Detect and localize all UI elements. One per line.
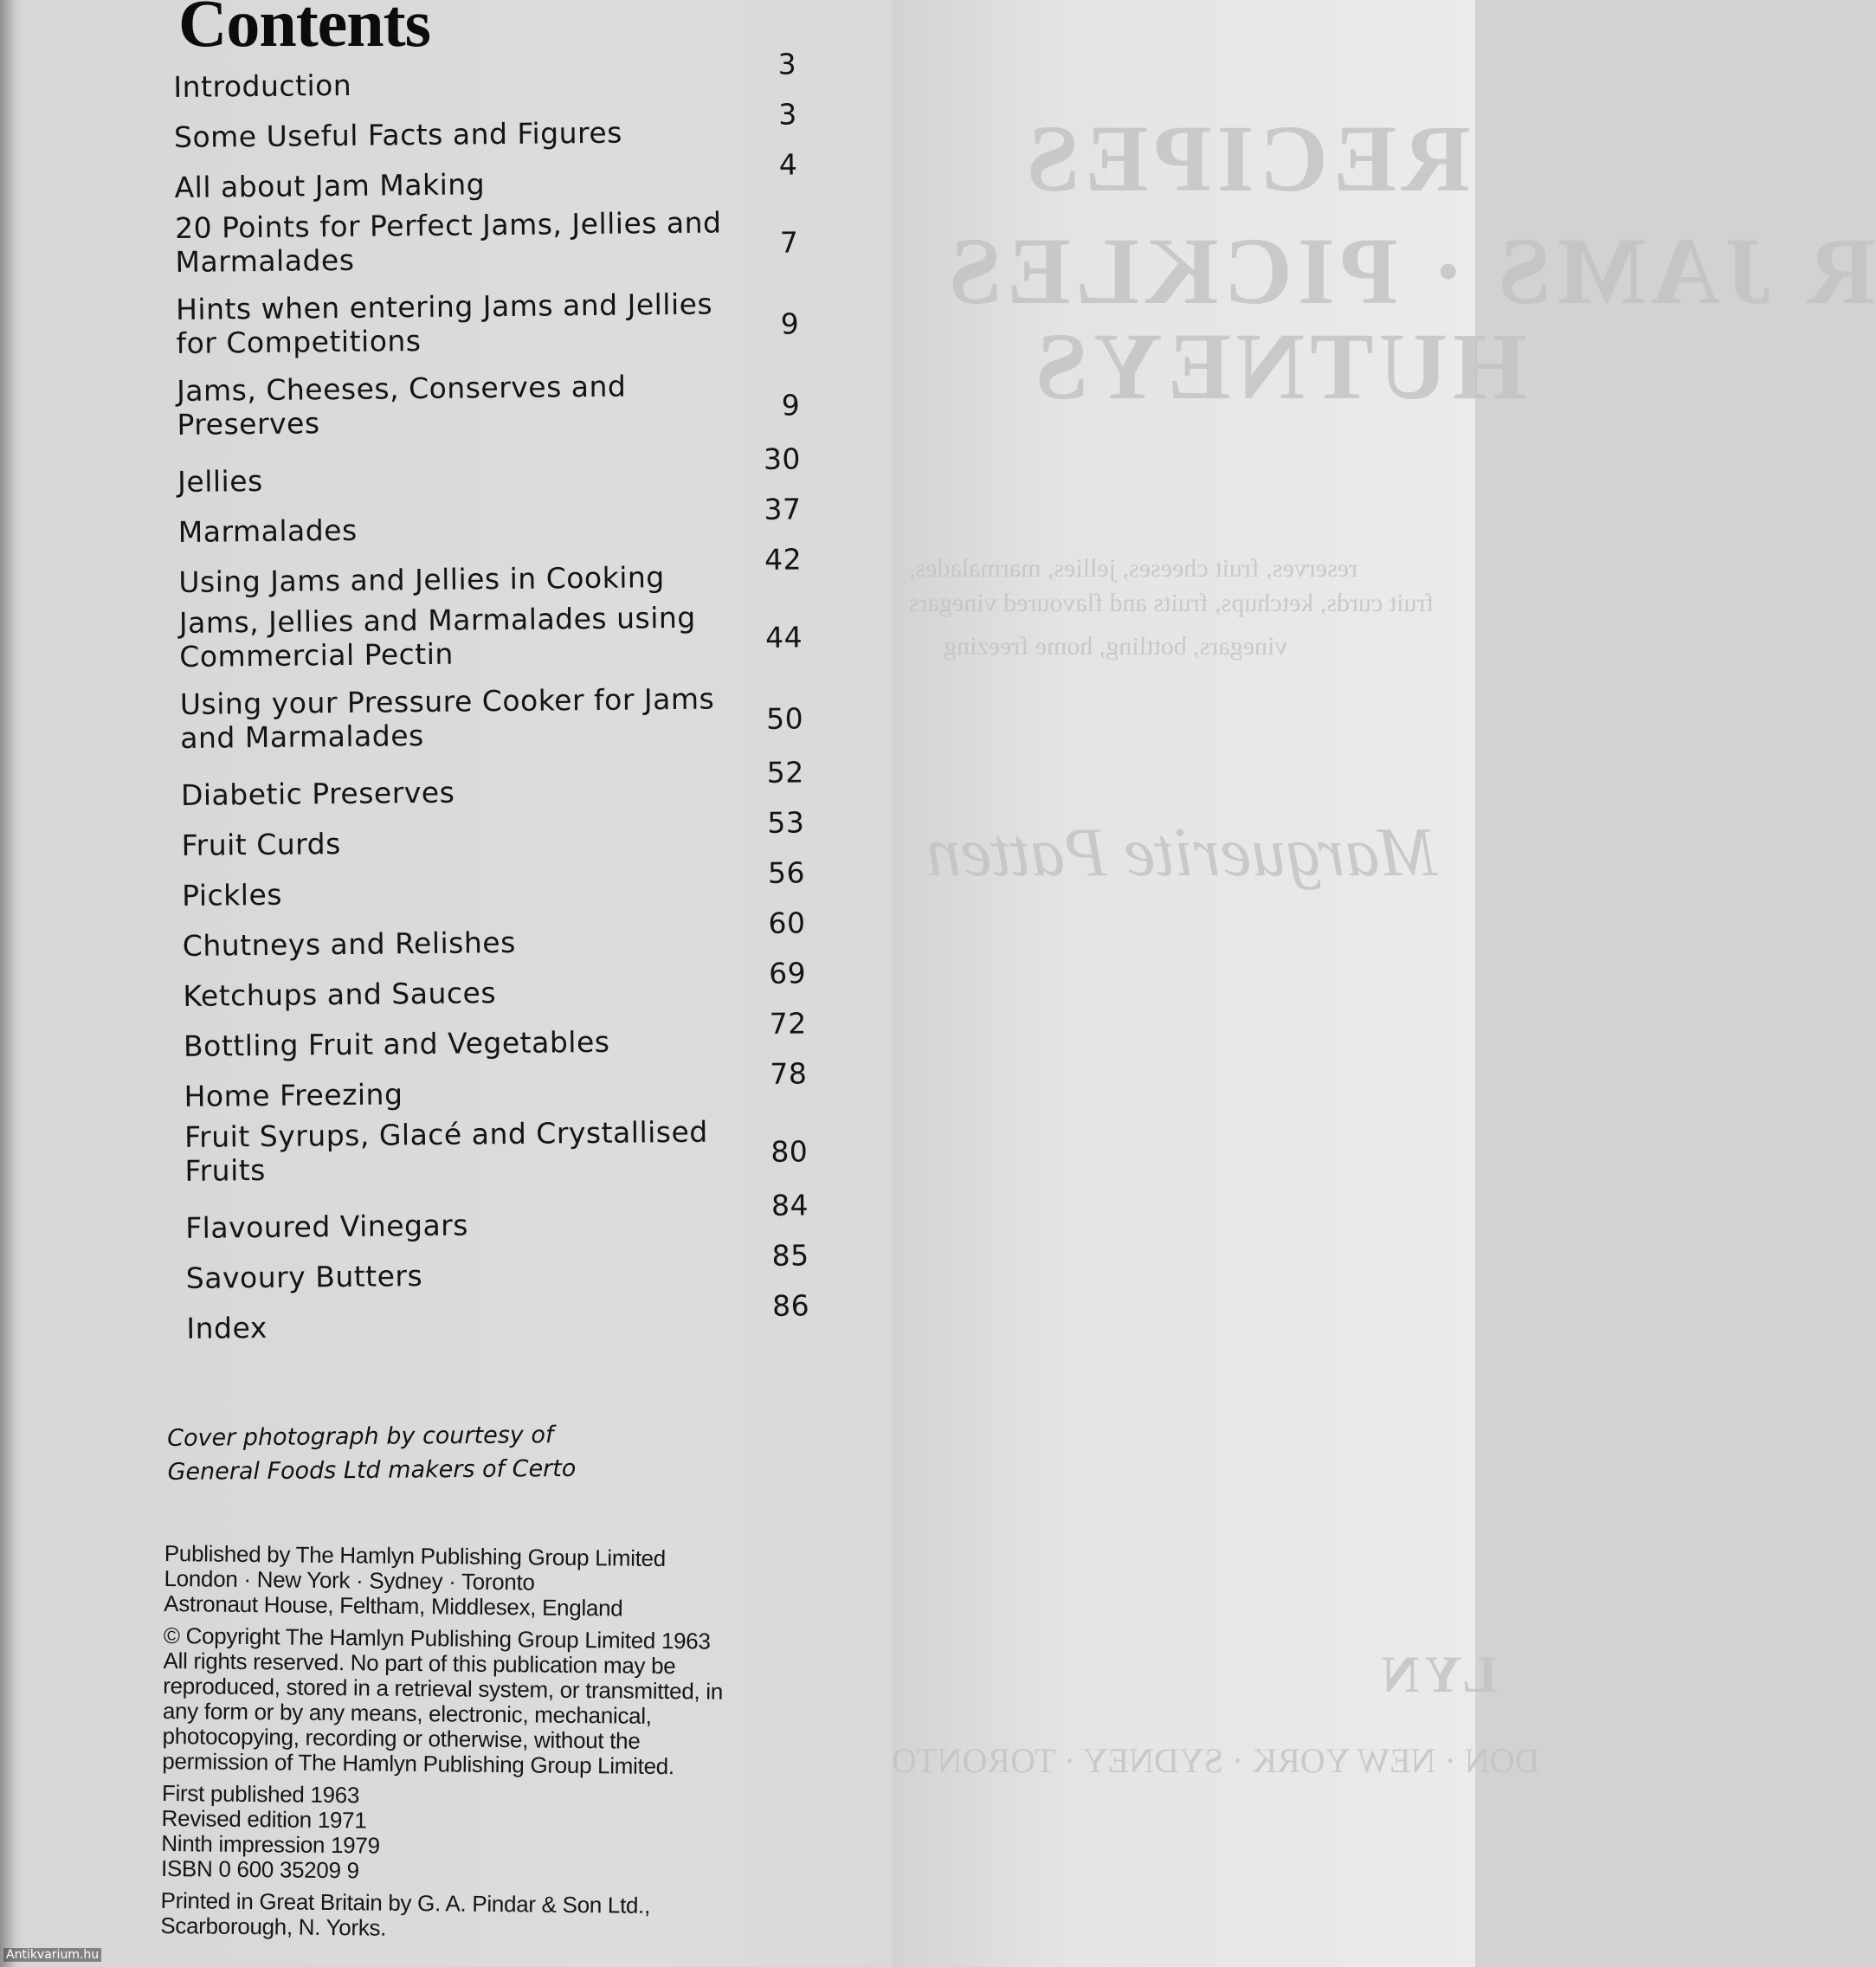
first-published: First published 1963 [161, 1779, 360, 1809]
toc-entry-title: Using Jams and Jellies in Cooking [178, 560, 665, 599]
toc-page-number: 52 [766, 755, 804, 790]
impression: Ninth impression 1979 [161, 1829, 380, 1859]
toc-entry-title: Fruit Curds [181, 827, 342, 862]
toc-entry [174, 147, 798, 204]
toc-page-number: 84 [770, 1188, 809, 1222]
toc-entry-title: Jams, Cheeses, Conserves and Preserves [176, 369, 627, 442]
toc-page-number: 69 [768, 956, 807, 990]
toc-entry [177, 360, 801, 448]
toc-entry [185, 1188, 809, 1245]
toc-entry [177, 442, 802, 499]
facing-page-bleedthrough: RECIPES R JAMS · PICKLES HUTNEYS reserves, fruit cheeses, jellies, marmalades, fruit curds, ketchups, fruits and flavoured vinegars vinegars, bottling, home freezing Marguerite Patten LYN DON · NEW YORK · SYDNEY · TORONTO [892, 0, 1475, 1967]
toc-page-number: 86 [771, 1288, 810, 1323]
toc-entry [181, 805, 805, 862]
toc-entry [182, 906, 806, 963]
toc-entry-title: Hints when entering Jams and Jellies for Competitions [175, 287, 713, 360]
toc-page-number: 7 [779, 225, 799, 260]
toc-page-number: 80 [770, 1134, 809, 1169]
toc-entry-title: Chutneys and Relishes [182, 925, 516, 963]
revised-edition: Revised edition 1971 [161, 1804, 367, 1834]
printer-line: Scarborough, N. Yorks. [160, 1912, 387, 1941]
book-spine-edge [0, 0, 26, 1967]
toc-entry-title: Ketchups and Sauces [183, 976, 497, 1013]
toc-entry-title: Savoury Butters [185, 1259, 423, 1295]
toc-entry [182, 855, 806, 913]
publisher-line: Published by The Hamlyn Publishing Group Limited [164, 1540, 667, 1572]
watermark-text: Antikvarium.hu [3, 1948, 101, 1962]
toc-page-number: 72 [769, 1006, 807, 1041]
toc-entry-title: Diabetic Preserves [180, 775, 455, 812]
toc-page-number: 4 [778, 147, 798, 182]
toc-entry [173, 47, 797, 104]
toc-entry [176, 279, 800, 367]
toc-entry [184, 1106, 809, 1195]
copyright-line: any form or by any means, electronic, mechanical, [162, 1697, 652, 1729]
toc-entry-title: Jams, Jellies and Marmalades using Commercial Pectin [178, 600, 696, 674]
toc-page-number: 50 [765, 701, 804, 736]
toc-page-number: 60 [768, 906, 806, 940]
copyright-line: reproduced, stored in a retrieval system, or transmitted, in [163, 1672, 724, 1705]
toc-page-number: 9 [780, 306, 800, 341]
toc-entry [174, 97, 798, 154]
toc-entry [180, 674, 804, 762]
toc-entry-title: Fruit Syrups, Glacé and Crystallised Fruits [184, 1114, 708, 1188]
copyright-line: © Copyright The Hamlyn Publishing Group Limited 1963 [163, 1622, 711, 1654]
publisher-imprint [160, 1541, 770, 1944]
copyright-line: All rights reserved. No part of this publication may be [163, 1647, 676, 1680]
toc-entry-title: Jellies [177, 463, 263, 499]
toc-page-number: 9 [781, 388, 801, 422]
toc-page-number: 56 [767, 855, 806, 890]
copyright-line: photocopying, recording or otherwise, without the [162, 1722, 641, 1754]
credit-line: Cover photograph by courtesy of [167, 1422, 554, 1452]
toc-page-number: 37 [764, 492, 802, 526]
toc-entry-title: Some Useful Facts and Figures [173, 115, 623, 154]
toc-entry [185, 1238, 809, 1295]
toc-entry-title: Pickles [181, 877, 283, 913]
credit-line: General Foods Ltd makers of Certo [167, 1454, 577, 1486]
isbn: ISBN 0 600 35209 9 [160, 1854, 359, 1884]
table-of-contents [173, 47, 810, 1345]
toc-page-number: 3 [777, 47, 797, 81]
toc-entry [183, 956, 807, 1013]
toc-entry-title: Bottling Fruit and Vegetables [183, 1024, 610, 1063]
publisher-cities: London · New York · Sydney · Toronto [164, 1564, 535, 1596]
toc-entry [181, 755, 805, 812]
toc-entry-title: Introduction [173, 68, 352, 104]
toc-entry-title: Flavoured Vinegars [185, 1208, 469, 1245]
toc-entry [186, 1288, 810, 1345]
toc-entry [175, 197, 799, 286]
toc-page-number: 42 [764, 542, 803, 577]
toc-entry-title: Using your Pressure Cooker for Jams and Marmalades [179, 681, 715, 755]
publisher-address: Astronaut House, Feltham, Middlesex, England [164, 1590, 623, 1622]
toc-entry-title: Marmalades [177, 513, 358, 549]
toc-page-number: 53 [767, 805, 805, 840]
toc-entry-title: 20 Points for Perfect Jams, Jellies and Marmalades [174, 205, 722, 279]
toc-page-number: 78 [770, 1056, 808, 1091]
cover-photo-credit [167, 1418, 576, 1489]
toc-entry-title: Index [186, 1310, 268, 1345]
toc-page-number: 85 [771, 1238, 809, 1273]
toc-entry [178, 542, 803, 599]
copyright-line: permission of The Hamlyn Publishing Group Limited. [162, 1747, 674, 1780]
printer-line: Printed in Great Britain by G. A. Pindar & Son Ltd., [160, 1886, 651, 1919]
toc-page-number: 3 [778, 97, 797, 132]
toc-entry [184, 1006, 808, 1063]
toc-entry [177, 492, 802, 549]
toc-entry-title: Home Freezing [184, 1077, 403, 1113]
toc-entry-title: All about Jam Making [174, 167, 486, 204]
toc-page-number: 44 [764, 620, 803, 655]
toc-entry [184, 1056, 808, 1113]
toc-entry [179, 592, 803, 680]
page-title: Contents [178, 0, 431, 61]
toc-page-number: 30 [763, 442, 802, 476]
